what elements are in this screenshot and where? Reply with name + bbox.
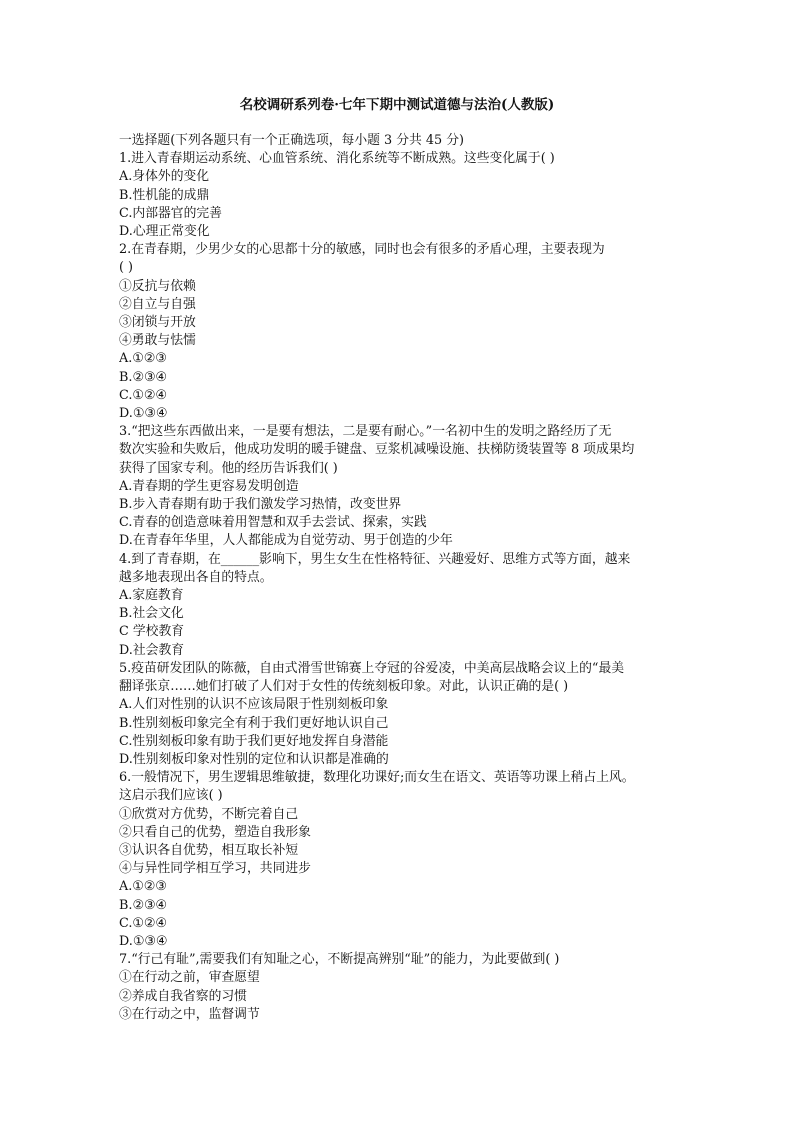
question-list xyxy=(119,132,679,1024)
answer-option: B.性别刻板印象完全有利于我们更好地认识自己 xyxy=(119,715,389,731)
question-2 xyxy=(119,241,679,423)
question-stem-line: 数次实验和失败后，他成功发明的暖手键盘、豆浆机减噪设施、扶梯防烫装置等 8 项成果均 xyxy=(119,442,635,458)
answer-option: C.性别刻板印象有助于我们更好地发挥自身潜能 xyxy=(119,733,389,749)
question-stem-line: 2.在青春期，少男少女的心思都十分的敏感，同时也会有很多的矛盾心理，主要表现为 xyxy=(119,242,605,258)
answer-option: D.在青春年华里，人人都能成为自觉劳动、男于创造的少年 xyxy=(119,533,453,549)
question-1 xyxy=(119,150,679,241)
question-stem-line: 5.疫苗研发团队的陈薇，自由式滑雪世锦赛上夺冠的谷爱凌，中美高层战略会议上的“最美 xyxy=(119,660,625,676)
page-title: 名校调研系列卷·七年下期中测试道德与法治(人教版) xyxy=(239,97,555,113)
answer-option: ③认识各自优势，相互取长补短 xyxy=(119,842,299,858)
answer-option: B.社会文化 xyxy=(119,606,184,622)
question-3 xyxy=(119,423,679,550)
question-stem-line: ( ) xyxy=(119,260,134,276)
answer-option: ②自立与自强 xyxy=(119,296,196,312)
question-stem-line: 越多地表现出各自的特点。 xyxy=(119,569,273,585)
answer-option: ③在行动之中，监督调节 xyxy=(119,1006,260,1022)
answer-option: ④勇敢与怯懦 xyxy=(119,333,196,349)
answer-option: ④与异性同学相互学习，共同进步 xyxy=(119,861,311,877)
answer-option: B.性机能的成鼎 xyxy=(119,187,210,203)
question-stem-line: 3.“把这些东西做出来，一是要有想法，二是要有耐心。”一名初中生的发明之路经历了无 xyxy=(119,424,612,440)
answer-option: C.青春的创造意味着用智慧和双手去尝试、探索，实践 xyxy=(119,515,427,531)
answer-option: D.①③④ xyxy=(119,933,168,949)
question-5 xyxy=(119,660,679,769)
answer-option: D.性别刻板印象对性别的定位和认识都是准确的 xyxy=(119,751,389,767)
answer-option: A.家庭教育 xyxy=(119,588,184,604)
question-7 xyxy=(119,951,679,1024)
answer-option: B.②③④ xyxy=(119,897,167,913)
question-stem-line: 4.到了青春期，在______影响下，男生女生在性格特征、兴趣爱好、思维方式等方面，越来 xyxy=(119,551,631,567)
question-stem-line: 获得了国家专利。他的经历告诉我们( ) xyxy=(119,460,338,476)
answer-option: D.心理正常变化 xyxy=(119,224,210,240)
answer-option: ②养成自我省察的习惯 xyxy=(119,988,247,1004)
answer-option: C.①②④ xyxy=(119,915,167,931)
answer-option: B.②③④ xyxy=(119,369,167,385)
answer-option: C.内部器官的完善 xyxy=(119,205,222,221)
question-6 xyxy=(119,769,679,951)
question-4 xyxy=(119,551,679,660)
answer-option: ①欣赏对方优势，不断完着自己 xyxy=(119,806,299,822)
question-stem-line: 翻译张京……她们打破了人们对于女性的传统刻板印象。对此，认识正确的是( ) xyxy=(119,679,569,695)
answer-option: A.身体外的变化 xyxy=(119,169,210,185)
section-header: 一选择题(下列各题只有一个正确选项，每小题 3 分共 45 分) xyxy=(119,133,465,148)
answer-option: D.①③④ xyxy=(119,406,168,422)
question-stem-line: 6.一般情况下，男生逻辑思维敏捷，数理化功课好;而女生在语文、英语等功课上稍占上风。 xyxy=(119,770,635,786)
question-stem-line: 这启示我们应该( ) xyxy=(119,788,223,804)
answer-option: ①在行动之前，审查愿望 xyxy=(119,970,260,986)
answer-option: A.人们对性别的认识不应该局限于性别刻板印象 xyxy=(119,697,389,713)
answer-option: ①反抗与依赖 xyxy=(119,278,196,294)
question-stem-line: 1.进入青春期运动系统、心血管系统、消化系统等不断成熟。这些变化属于( ) xyxy=(119,151,555,167)
answer-option: A.①②③ xyxy=(119,879,167,895)
answer-option: C 学校教育 xyxy=(119,624,185,640)
question-stem-line: 7.“行己有耻”,需要我们有知耻之心，不断提高辨别“耻”的能力，为此要做到( ) xyxy=(119,952,560,968)
answer-option: ③闭锁与开放 xyxy=(119,315,196,331)
answer-option: D.社会教育 xyxy=(119,642,185,658)
answer-option: A.青春期的学生更容易发明创造 xyxy=(119,478,299,494)
answer-option: ②只看自己的优势，塑造自我形象 xyxy=(119,824,311,840)
answer-option: C.①②④ xyxy=(119,387,167,403)
answer-option: B.步入青春期有助于我们激发学习热情，改变世界 xyxy=(119,497,402,513)
answer-option: A.①②③ xyxy=(119,351,167,367)
